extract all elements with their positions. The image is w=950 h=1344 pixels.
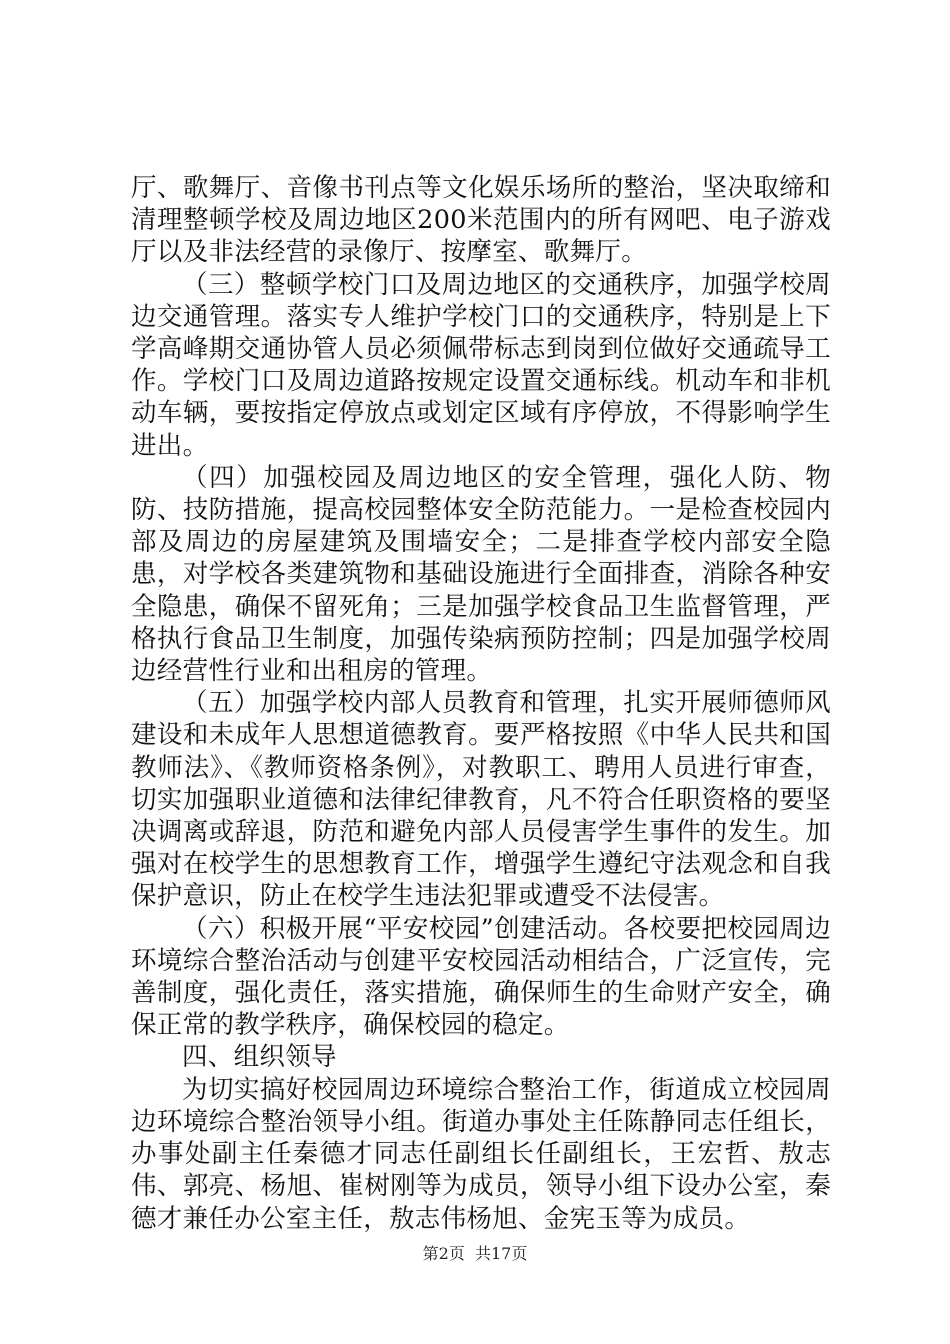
section-heading: 四、组织领导 (182, 1042, 337, 1073)
document-body (131, 172, 831, 1235)
section-paragraph: 为切实搞好校园周边环境综合整治工作，街道成立校园周边环境综合整治领导小组。街道办事处主任陈静同志任组长，办事处副主任秦德才同志任副组长任副组长，王宏哲、敖志伟、郭亮、杨旭、崔树刚等为成员，领导小组下设办公室，秦德才兼任办公室主任，敖志伟杨旭、金宪玉等为成员。 (131, 1074, 831, 1234)
paragraph-continuation: 厅、歌舞厅、音像书刊点等文化娱乐场所的整治，坚决取缔和清理整顿学校及周边地区200米范围内的所有网吧、电子游戏厅以及非法经营的录像厅、按摩室、歌舞厅。 (131, 173, 831, 268)
page-footer (0, 1244, 950, 1264)
page-number: 第2页 共17页 (422, 1244, 528, 1263)
paragraph-item-5: （五）加强学校内部人员教育和管理，扎实开展师德师风建设和未成年人思想道德教育。要严格按照《中华人民共和国教师法》、《教师资格条例》，对教职工、聘用人员进行审查，切实加强职业道德和法律纪律教育，凡不符合任职资格的要坚决调离或辞退，防范和避免内部人员侵害学生事件的发生。加强对在校学生的思想教育工作，增强学生遵纪守法观念和自我保护意识，防止在校学生违法犯罪或遭受不法侵害。 (131, 688, 831, 912)
paragraph-item-4: （四）加强校园及周边地区的安全管理，强化人防、物防、技防措施，提高校园整体安全防范能力。一是检查校园内部及周边的房屋建筑及围墙安全；二是排查学校内部安全隐患，对学校各类建筑物和基础设施进行全面排查，消除各种安全隐患，确保不留死角；三是加强学校食品卫生监督管理，严格执行食品卫生制度，加强传染病预防控制；四是加强学校周边经营性行业和出租房的管理。 (131, 462, 831, 687)
paragraph-item-3: （三）整顿学校门口及周边地区的交通秩序，加强学校周边交通管理。落实专人维护学校门口的交通秩序，特别是上下学高峰期交通协管人员必须佩带标志到岗到位做好交通疏导工作。学校门口及周边道路按规定设置交通标线。机动车和非机动车辆，要按指定停放点或划定区域有序停放，不得影响学生进出。 (131, 269, 831, 461)
paragraph-item-6: （六）积极开展“平安校园”创建活动。各校要把校园周边环境综合整治活动与创建平安校园活动相结合，广泛宣传，完善制度，强化责任，落实措施，确保师生的生命财产安全，确保正常的教学秩序，确保校园的稳定。 (131, 913, 831, 1041)
